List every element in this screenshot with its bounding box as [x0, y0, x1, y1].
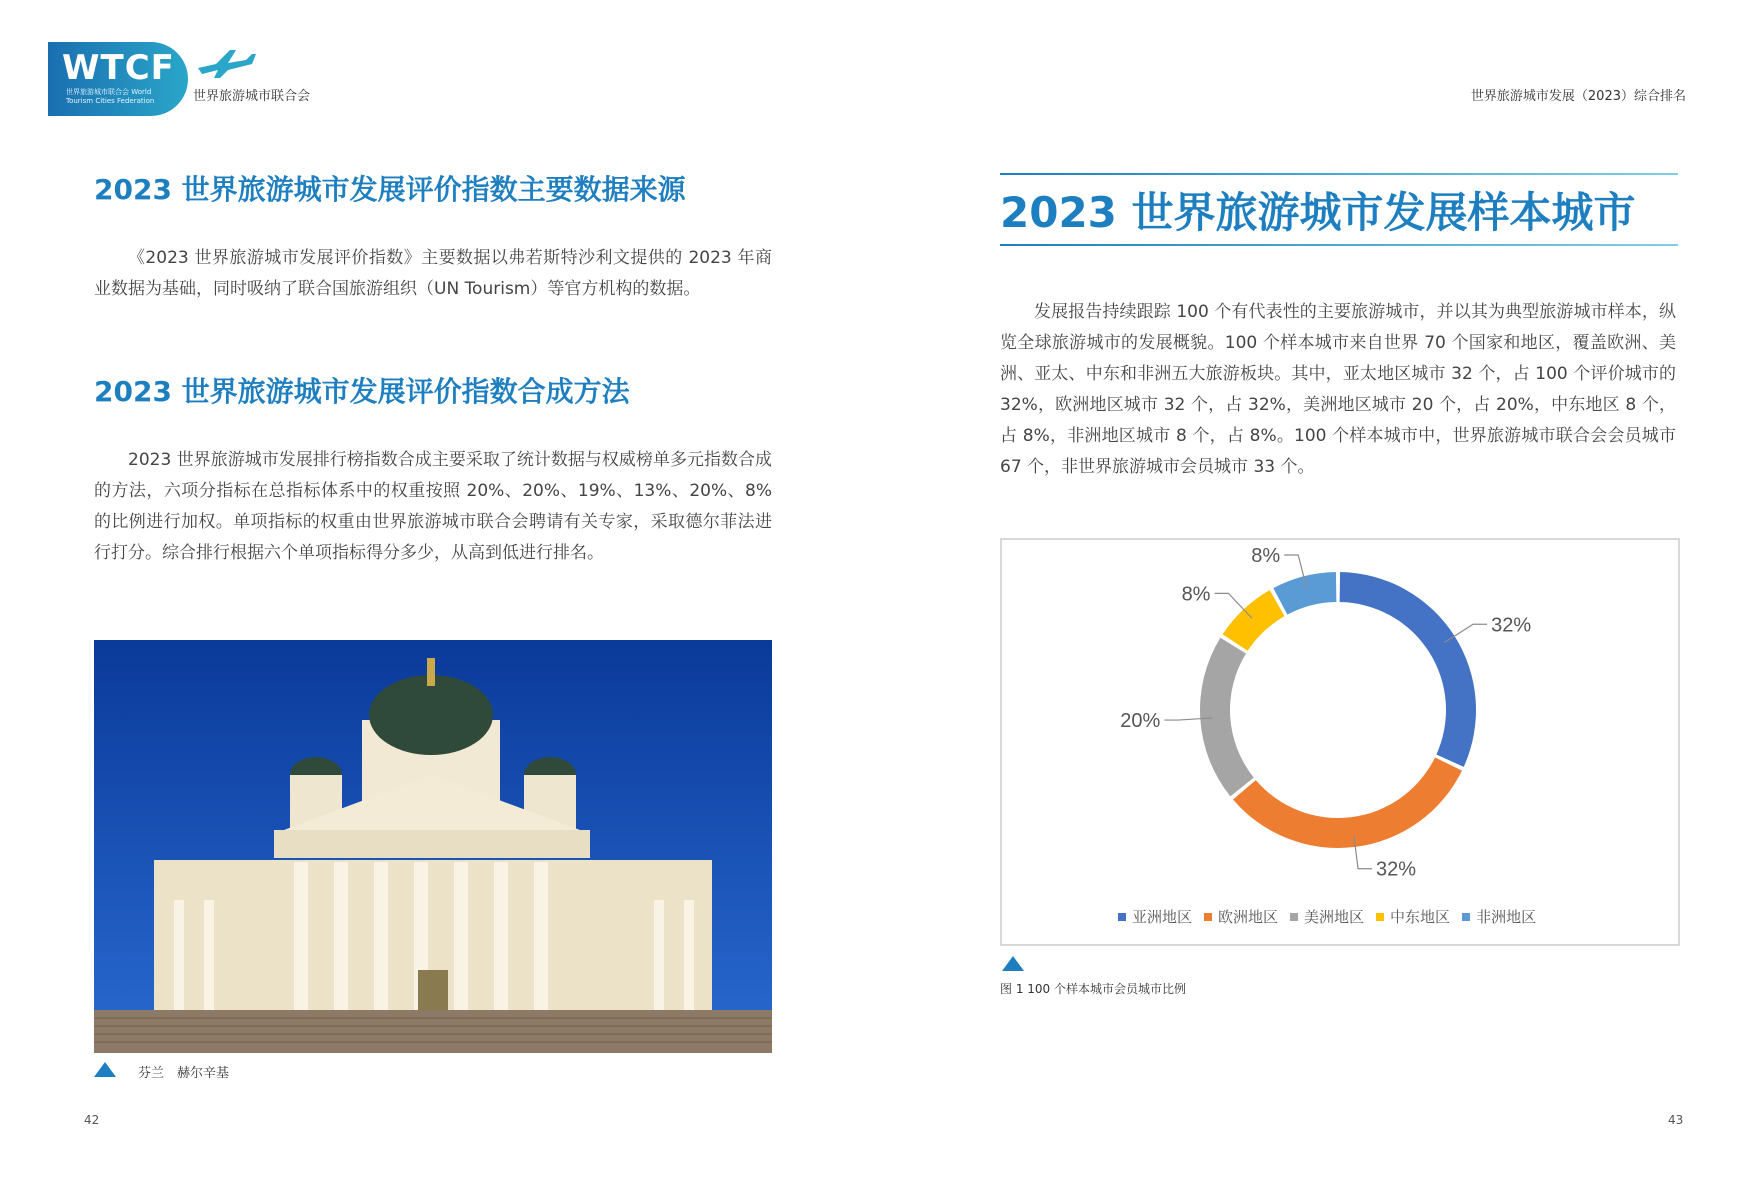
legend-swatch	[1118, 913, 1126, 921]
logo-subtitle: 世界旅游城市联合会 World Tourism Cities Federation	[66, 88, 155, 105]
section2-text: 2023 世界旅游城市发展排行榜指数合成主要采取了统计数据与权威榜单多元指数合成的方法，六项分指标在总指标体系中的权重按照 20%、20%、19%、13%、20%、8% 的比例进行加权。单项指标的权重由世界旅游城市联合会聘请有关专家，采取德尔菲法进行打分。综合排行根据六个单项指标得分多少，从高到低进行排名。	[94, 450, 772, 563]
slice-label-4: 8%	[1181, 583, 1211, 606]
slice-label-5: 8%	[1251, 545, 1281, 568]
donut-slice-2	[1233, 757, 1462, 848]
donut-chart	[1000, 538, 1680, 898]
legend-item-4	[1376, 906, 1450, 927]
legend-label: 欧洲地区	[1218, 908, 1279, 926]
caption-triangle-icon	[94, 1062, 116, 1077]
airplane-icon	[196, 46, 256, 80]
photo-caption: 芬兰 赫尔辛基	[138, 1066, 230, 1081]
section2-title: 2023 世界旅游城市发展评价指数合成方法	[94, 375, 630, 408]
cathedral-photo	[94, 640, 772, 1053]
legend-swatch	[1204, 913, 1212, 921]
section1-title: 2023 世界旅游城市发展评价指数主要数据来源	[94, 173, 686, 206]
right-page-title: 2023 世界旅游城市发展样本城市	[1000, 188, 1636, 237]
slice-label-2: 32%	[1376, 858, 1417, 881]
legend-item-3	[1290, 906, 1364, 927]
legend-swatch	[1290, 913, 1298, 921]
donut-slice-3	[1200, 638, 1254, 797]
page-number-right: 43	[1668, 1113, 1684, 1127]
legend-item-2	[1204, 906, 1278, 927]
section1-text: 《2023 世界旅游城市发展评价指数》主要数据以弗若斯特沙利文提供的 2023 年商业数据为基础，同时吸纳了联合国旅游组织（UN Tourism）等官方机构的数据。	[94, 248, 772, 299]
donut-slice-1	[1340, 572, 1476, 767]
legend-label: 亚洲地区	[1132, 908, 1193, 926]
title-rule-bottom	[1000, 244, 1678, 246]
donut-slice-5	[1273, 572, 1336, 615]
legend-label: 中东地区	[1390, 908, 1451, 926]
legend-label: 美洲地区	[1304, 908, 1365, 926]
organization-name: 世界旅游城市联合会	[193, 89, 311, 104]
page-number-left: 42	[84, 1113, 100, 1127]
legend-item-1	[1118, 906, 1192, 927]
legend-label: 非洲地区	[1476, 908, 1537, 926]
running-head: 世界旅游城市发展（2023）综合排名	[1470, 89, 1686, 104]
chart-legend	[1118, 906, 1536, 927]
slice-label-3: 20%	[1120, 710, 1161, 733]
donut-slice-4	[1223, 590, 1285, 651]
figure-caption: 图 1 100 个样本城市会员城市比例	[1000, 982, 1186, 996]
right-body-text: 发展报告持续跟踪 100 个有代表性的主要旅游城市，并以其为典型旅游城市样本，纵览全球旅游城市的发展概貌。100 个样本城市来自世界 70 个国家和地区，覆盖欧洲、美洲、亚太、中东和非洲五大旅游板块。其中，亚太地区城市 32 个，占 100 个评价城市的 32%，欧洲地区城市 32 个，占 32%，美洲地区城市 20 个，占 20%，中东地区 8 个，占 8%，非洲地区城市 8 个，占 8%。100 个样本城市中，世界旅游城市联合会会员城市 67 个，非世界旅游城市会员城市 33 个。	[1000, 302, 1676, 477]
logo-text: WTCF	[62, 48, 175, 88]
title-rule-top	[1000, 173, 1678, 175]
legend-item-5	[1462, 906, 1536, 927]
slice-label-1: 32%	[1491, 614, 1532, 637]
legend-swatch	[1462, 913, 1470, 921]
legend-swatch	[1376, 913, 1384, 921]
figure-triangle-icon	[1002, 956, 1024, 971]
